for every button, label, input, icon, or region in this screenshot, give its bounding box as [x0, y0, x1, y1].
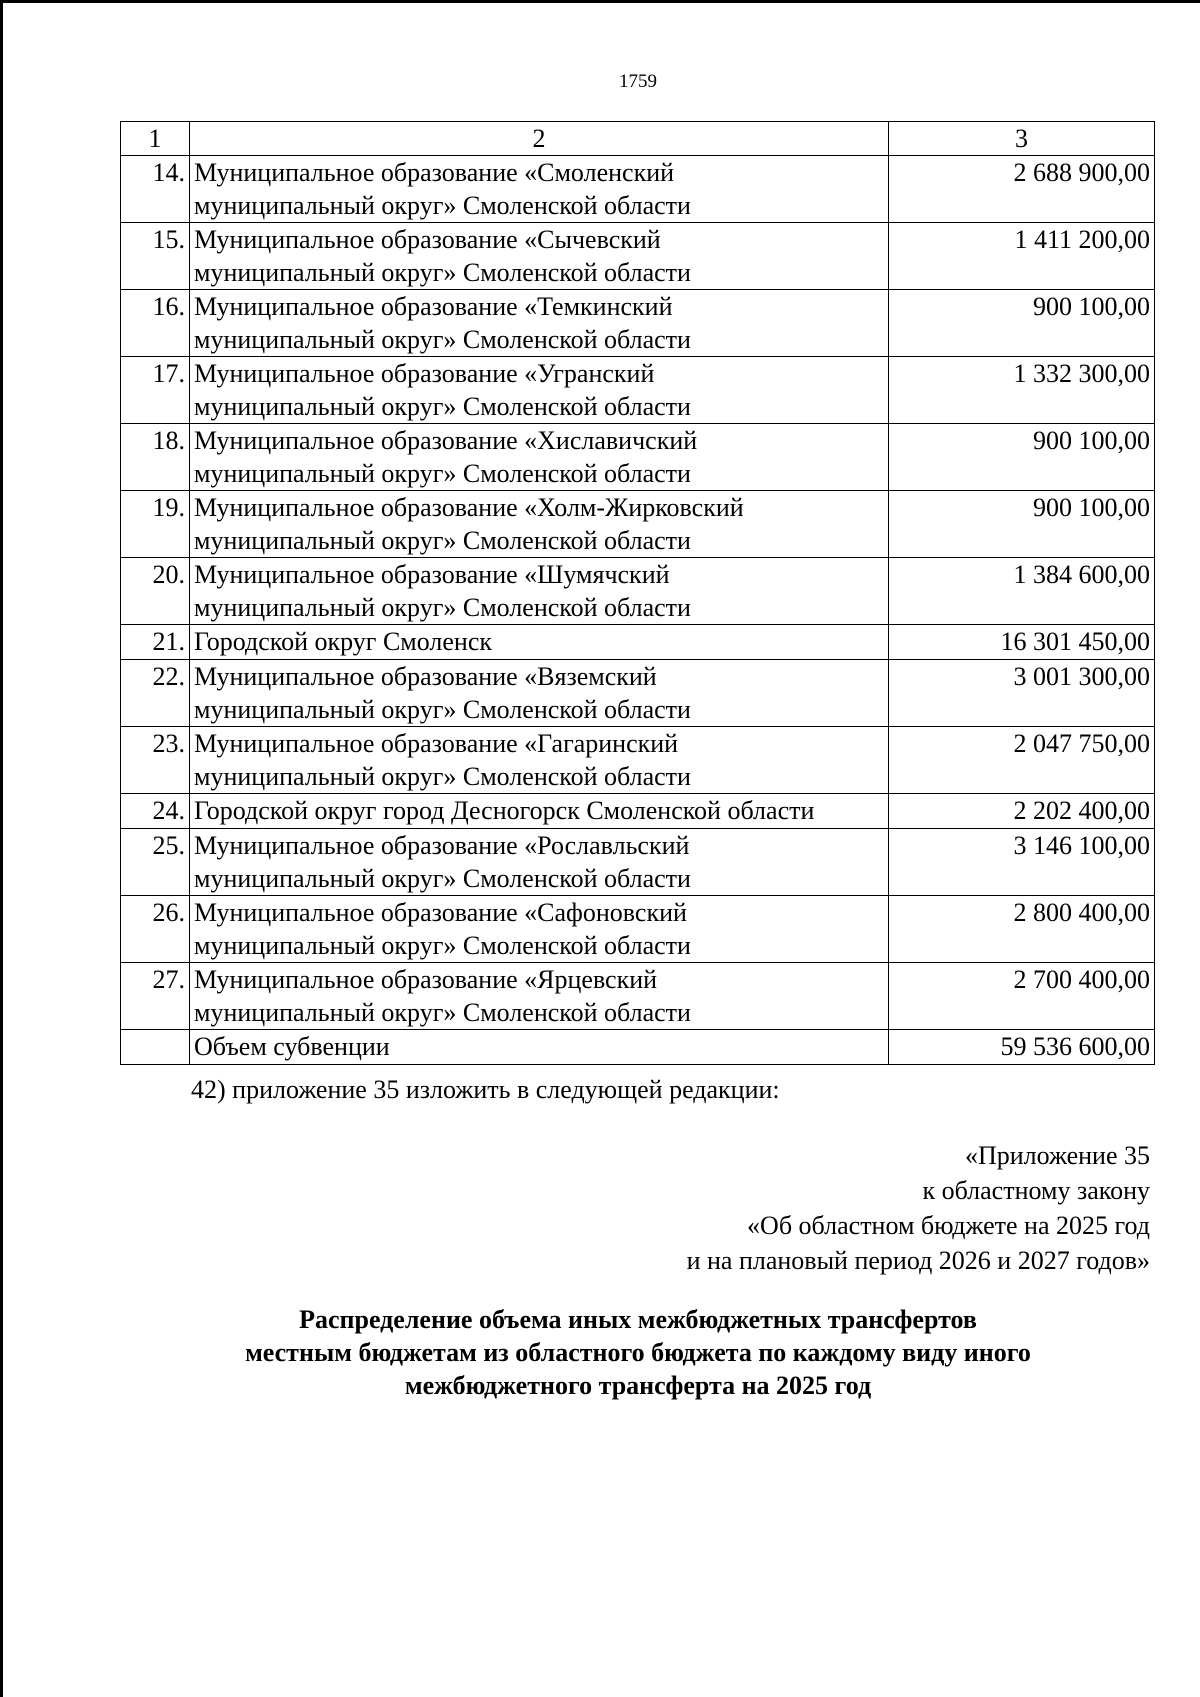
- municipality-name: [190, 156, 889, 223]
- municipality-name: [190, 424, 889, 491]
- municipality-name-line: муниципальный округ» Смоленской области: [194, 526, 691, 555]
- subvention-amount: 16 301 450,00: [889, 625, 1155, 660]
- municipality-name-line: муниципальный округ» Смоленской области: [194, 762, 691, 791]
- subvention-amount: 1 411 200,00: [889, 223, 1155, 290]
- municipality-name-line: Муниципальное образование «Шумячский: [194, 560, 670, 589]
- table-row: [121, 625, 1155, 660]
- appendix-line: и на плановый период 2026 и 2027 годов»: [686, 1246, 1150, 1275]
- subvention-amount: 900 100,00: [889, 290, 1155, 357]
- table-row: [121, 223, 1155, 290]
- municipality-name: [190, 558, 889, 625]
- municipality-name-line: муниципальный округ» Смоленской области: [194, 864, 691, 893]
- table-row: [121, 156, 1155, 223]
- subvention-amount: 2 800 400,00: [889, 896, 1155, 963]
- municipality-name-line: Муниципальное образование «Хиславичский: [194, 426, 698, 455]
- table-header-row: [121, 122, 1155, 156]
- table-row: [121, 491, 1155, 558]
- row-number: 21.: [121, 625, 190, 660]
- row-number: 15.: [121, 223, 190, 290]
- subvention-amount: 2 047 750,00: [889, 727, 1155, 794]
- municipality-name: [190, 290, 889, 357]
- appendix-line: к областному закону: [922, 1176, 1150, 1205]
- municipality-name-line: Муниципальное образование «Холм-Жирковский: [194, 493, 744, 522]
- municipality-name: [190, 660, 889, 727]
- page-number: 1759: [619, 71, 657, 92]
- subvention-amount: 2 700 400,00: [889, 963, 1155, 1030]
- table-row: [121, 727, 1155, 794]
- municipality-name-line: муниципальный округ» Смоленской области: [194, 191, 691, 220]
- appendix-line: «Об областном бюджете на 2025 год: [747, 1211, 1150, 1240]
- municipality-name: [190, 896, 889, 963]
- amendment-paragraph: 42) приложение 35 изложить в следующей редакции:: [191, 1075, 780, 1104]
- row-number: 19.: [121, 491, 190, 558]
- municipality-name-line: Городской округ Смоленск: [194, 627, 492, 656]
- row-number: 22.: [121, 660, 190, 727]
- municipality-name-line: Муниципальное образование «Вяземский: [194, 662, 657, 691]
- heading-line: Распределение объема иных межбюджетных трансфертов: [299, 1305, 977, 1334]
- heading-line: местным бюджетам из областного бюджета по каждому виду иного: [245, 1338, 1031, 1367]
- subvention-amount: 900 100,00: [889, 491, 1155, 558]
- municipality-name-line: муниципальный округ» Смоленской области: [194, 258, 691, 287]
- table-row: [121, 963, 1155, 1030]
- municipality-name-line: муниципальный округ» Смоленской области: [194, 695, 691, 724]
- total-row-number: [121, 1030, 190, 1065]
- municipality-name-line: муниципальный округ» Смоленской области: [194, 931, 691, 960]
- municipality-name-line: Муниципальное образование «Сафоновский: [194, 898, 687, 927]
- header-cell: 1: [121, 122, 190, 156]
- subvention-amount: 3 001 300,00: [889, 660, 1155, 727]
- municipality-name-line: Муниципальное образование «Угранский: [194, 359, 655, 388]
- municipality-name-line: Муниципальное образование «Рославльский: [194, 831, 690, 860]
- municipality-name-line: Муниципальное образование «Темкинский: [194, 292, 673, 321]
- header-cell: 2: [190, 122, 889, 156]
- heading-line: межбюджетного трансферта на 2025 год: [404, 1371, 872, 1400]
- subvention-amount: 3 146 100,00: [889, 829, 1155, 896]
- subvention-amount: 1 332 300,00: [889, 357, 1155, 424]
- row-number: 24.: [121, 794, 190, 829]
- municipality-name: [190, 625, 889, 660]
- municipality-name-line: Муниципальное образование «Ярцевский: [194, 965, 658, 994]
- row-number: 27.: [121, 963, 190, 1030]
- municipality-name: [190, 357, 889, 424]
- subvention-table: [120, 121, 1155, 1065]
- municipality-name: [190, 829, 889, 896]
- table-row: [121, 357, 1155, 424]
- municipality-name: [190, 794, 889, 829]
- row-number: 18.: [121, 424, 190, 491]
- municipality-name-line: Муниципальное образование «Сычевский: [194, 225, 661, 254]
- subvention-amount: 2 202 400,00: [889, 794, 1155, 829]
- table-row: [121, 290, 1155, 357]
- row-number: 25.: [121, 829, 190, 896]
- subvention-amount: 900 100,00: [889, 424, 1155, 491]
- row-number: 16.: [121, 290, 190, 357]
- municipality-name-line: Муниципальное образование «Гагаринский: [194, 729, 679, 758]
- table-row: [121, 896, 1155, 963]
- row-number: 14.: [121, 156, 190, 223]
- table-row: [121, 558, 1155, 625]
- appendix-line: «Приложение 35: [964, 1141, 1150, 1170]
- municipality-name: [190, 963, 889, 1030]
- row-number: 23.: [121, 727, 190, 794]
- municipality-name: [190, 491, 889, 558]
- appendix-block: [687, 1138, 1150, 1278]
- row-number: 17.: [121, 357, 190, 424]
- row-number: 20.: [121, 558, 190, 625]
- municipality-name: [190, 727, 889, 794]
- total-row: [121, 1030, 1155, 1065]
- section-heading: [103, 1303, 1173, 1402]
- table-row: [121, 794, 1155, 829]
- row-number: 26.: [121, 896, 190, 963]
- header-cell: 3: [889, 122, 1155, 156]
- municipality-name-line: муниципальный округ» Смоленской области: [194, 459, 691, 488]
- table-row: [121, 829, 1155, 896]
- municipality-name-line: муниципальный округ» Смоленской области: [194, 325, 691, 354]
- table-row: [121, 660, 1155, 727]
- municipality-name-line: Муниципальное образование «Смоленский: [194, 158, 675, 187]
- subvention-amount: 1 384 600,00: [889, 558, 1155, 625]
- table-row: [121, 424, 1155, 491]
- subvention-amount: 2 688 900,00: [889, 156, 1155, 223]
- municipality-name-line: Городской округ город Десногорск Смоленской области: [194, 796, 815, 825]
- municipality-name: [190, 223, 889, 290]
- total-label: Объем субвенции: [190, 1030, 889, 1065]
- total-amount: 59 536 600,00: [889, 1030, 1155, 1065]
- municipality-name-line: муниципальный округ» Смоленской области: [194, 593, 691, 622]
- municipality-name-line: муниципальный округ» Смоленской области: [194, 998, 691, 1027]
- municipality-name-line: муниципальный округ» Смоленской области: [194, 392, 691, 421]
